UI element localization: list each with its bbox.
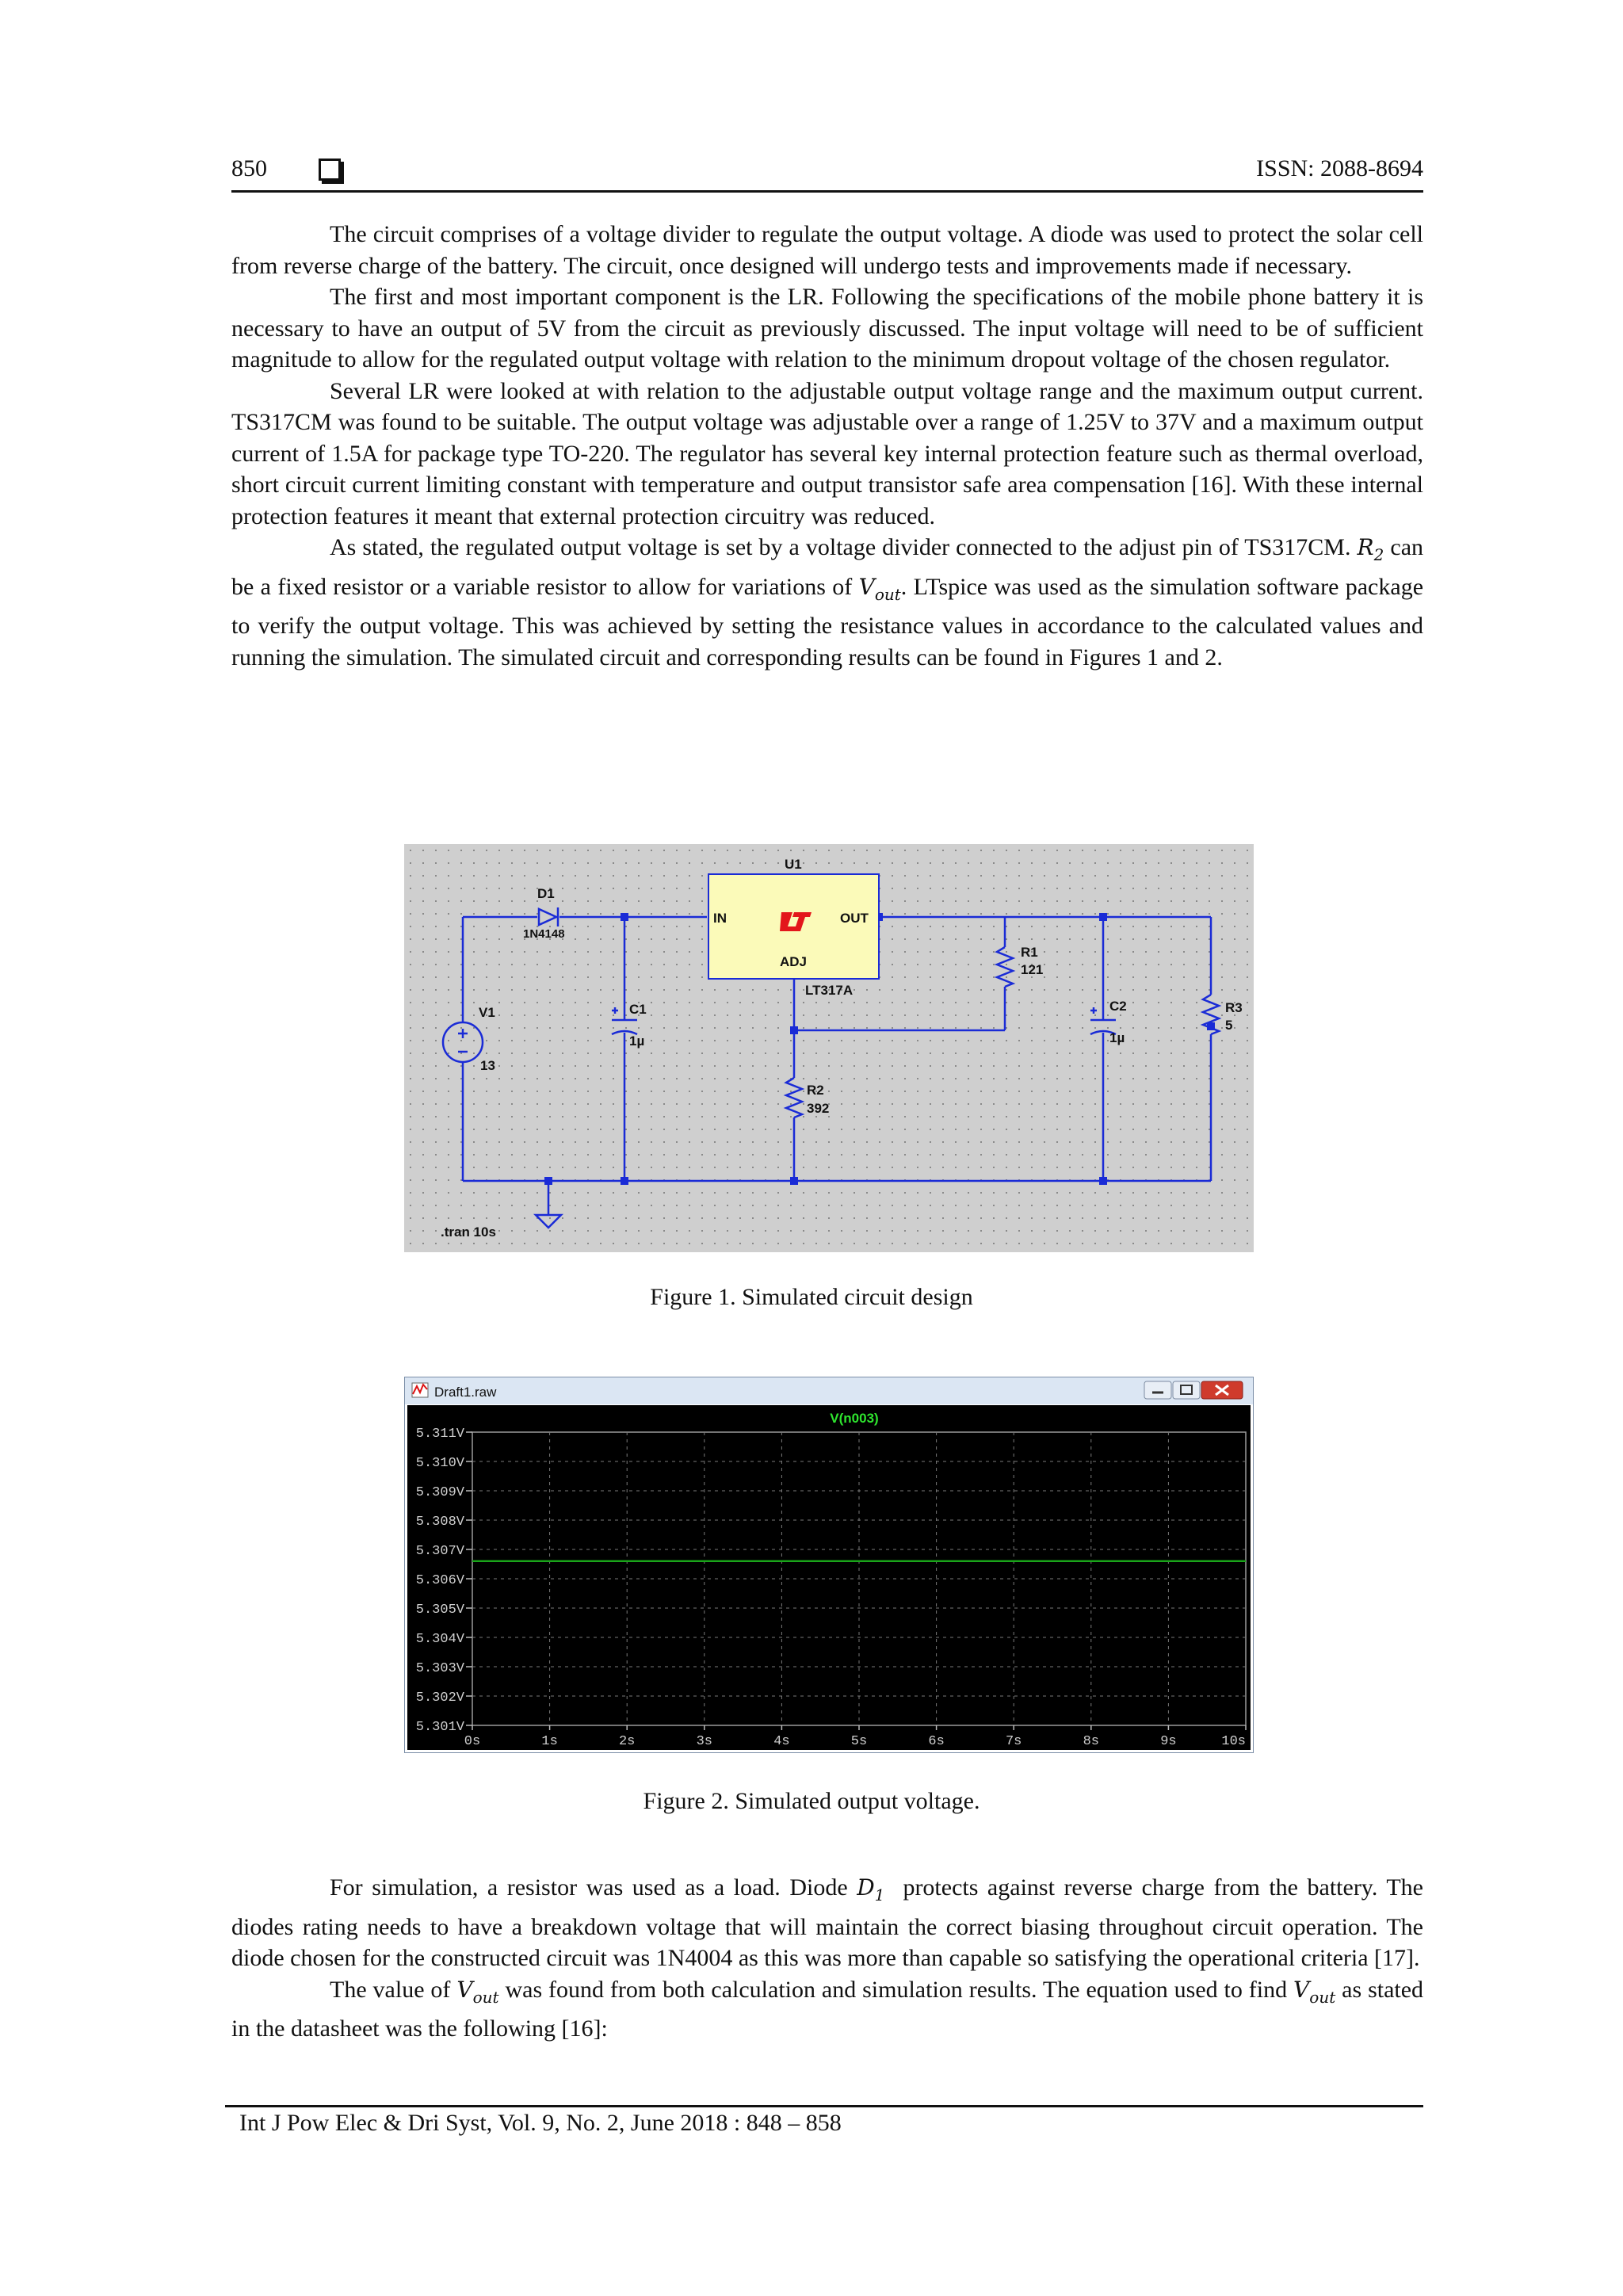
footer-citation: Int J Pow Elec & Dri Syst, Vol. 9, No. 2, June 2018 : 848 – 858 <box>239 2110 842 2136</box>
figure-2-caption: Figure 2. Simulated output voltage. <box>643 1788 980 1814</box>
y-tick-label: 5.310V <box>415 1456 464 1471</box>
x-tick-label: 6s <box>928 1734 945 1749</box>
page-header <box>231 155 1423 190</box>
minimize-button[interactable] <box>1144 1381 1171 1399</box>
x-tick-label: 5s <box>850 1734 868 1749</box>
footer-rule <box>225 2105 1423 2107</box>
waveform-window-figure <box>404 1377 1254 1753</box>
y-tick-label: 5.307V <box>415 1544 464 1559</box>
label-r3-value: 5 <box>1225 1018 1233 1033</box>
r2-symbol: $R_2$ <box>1357 534 1384 564</box>
label-adj: ADJ <box>780 954 808 969</box>
maximize-button[interactable] <box>1173 1381 1200 1399</box>
paragraph-4: As stated, the regulated output voltage is set by a voltage divider connected to the adjust pin of TS317CM. $R_2$ can be a fixed resistor or a variable resistor to allow for variations of $V_{out}$. LTspice was used as the simulation software package to verify the output voltage. This was achieved by setting the resistance values in accordance to the calculated values and running the simulation. The simulated circuit and corresponding results can be found in Figures 1 and 2. <box>231 534 1424 670</box>
y-tick-label: 5.304V <box>415 1632 464 1647</box>
label-v1: V1 <box>479 1005 495 1020</box>
label-r2: R2 <box>807 1083 824 1098</box>
label-u1: U1 <box>785 857 802 872</box>
close-button[interactable] <box>1201 1381 1243 1399</box>
label-out: OUT <box>840 911 869 926</box>
issn-label: ISSN: 2088-8694 <box>1256 155 1423 181</box>
page-number: 850 <box>231 155 267 181</box>
y-tick-label: 5.306V <box>415 1573 464 1588</box>
figure-1-caption: Figure 1. Simulated circuit design <box>650 1284 973 1310</box>
x-tick-label: 8s <box>1083 1734 1100 1749</box>
y-tick-label: 5.311V <box>415 1427 464 1442</box>
body-text-top <box>231 219 1423 673</box>
label-r2-value: 392 <box>807 1101 830 1116</box>
label-tran-directive: .tran 10s <box>441 1224 496 1240</box>
d1-symbol: $D_1$ <box>857 1874 885 1904</box>
label-r1: R1 <box>1021 945 1038 960</box>
label-c1: C1 <box>629 1002 647 1017</box>
label-lt317a: LT317A <box>805 983 854 998</box>
paragraph-3: Several LR were looked at with relation to the adjustable output voltage range and the maximum output current. TS317CM was found to be suitable. The output voltage was adjustable over a range of 1.25V to 37V and a maximum output current of 1.5A for package type TO-220. The regulator has several key internal protection feature such as thermal overload, short circuit current limiting constant with temperature and output transistor safe area compensation [16]. With these internal protection features it meant that external protection circuitry was reduced. <box>231 377 1423 529</box>
label-d1: D1 <box>537 886 555 901</box>
y-tick-label: 5.302V <box>415 1690 464 1706</box>
waveform-app-icon <box>412 1383 428 1397</box>
paragraph-1: The circuit comprises of a voltage divider to regulate the output voltage. A diode was used to protect the solar cell from reverse charge of the battery. The circuit, once designed will undergo tests and improvements made if necessary. <box>231 221 1423 279</box>
window-title: Draft1.raw <box>434 1385 497 1400</box>
x-tick-label: 3s <box>696 1734 713 1749</box>
x-tick-label: 4s <box>773 1734 790 1749</box>
checkbox-square-icon <box>319 159 341 181</box>
label-r1-value: 121 <box>1021 962 1044 977</box>
paragraph-5: For simulation, a resistor was used as a load. Diode $D_1$ protects against reverse charge from the battery. The diodes rating needs to have a breakdown voltage that will maintain the correct biasing throughout circuit operation. The diode chosen for the constructed circuit was 1N4004 as this was more than capable so satisfying the operational criteria [17]. <box>231 1874 1423 1971</box>
x-tick-label: 10s <box>1221 1734 1246 1749</box>
x-tick-label: 0s <box>464 1734 481 1749</box>
vout-symbol: $V_{out}$ <box>858 573 901 604</box>
y-tick-label: 5.303V <box>415 1661 464 1676</box>
circuit-schematic-figure <box>404 844 1254 1252</box>
y-tick-label: 5.301V <box>415 1720 464 1735</box>
vout-symbol: $V_{out}$ <box>1293 1976 1336 2007</box>
label-c1-value: 1µ <box>629 1033 645 1049</box>
paragraph-2: The first and most important component is the LR. Following the specifications of the mobile phone battery it is necessary to have an output of 5V from the circuit as previously discussed. The input voltage will need to be of sufficient magnitude to allow for the regulated output voltage with relation to the minimum dropout voltage of the chosen regulator. <box>231 284 1423 372</box>
label-c2: C2 <box>1109 999 1127 1014</box>
body-text-bottom <box>231 1872 1423 2045</box>
y-tick-label: 5.308V <box>415 1515 464 1530</box>
y-tick-label: 5.305V <box>415 1603 464 1618</box>
x-tick-label: 1s <box>541 1734 558 1749</box>
label-c2-value: 1µ <box>1109 1030 1125 1045</box>
label-in: IN <box>713 911 727 926</box>
trace-label: V(n003) <box>830 1411 879 1426</box>
x-tick-label: 9s <box>1160 1734 1177 1749</box>
label-r3: R3 <box>1225 1000 1243 1015</box>
label-d1-model: 1N4148 <box>523 927 565 941</box>
vout-symbol: $V_{out}$ <box>456 1976 499 2007</box>
label-v1-value: 13 <box>480 1058 495 1073</box>
x-tick-label: 7s <box>1005 1734 1022 1749</box>
x-tick-label: 2s <box>618 1734 636 1749</box>
paragraph-6: The value of $V_{out}$ was found from both calculation and simulation results. The equation used to find $V_{out}$ as stated in the datasheet was the following [16]: <box>231 1976 1424 2042</box>
header-rule <box>231 190 1423 193</box>
y-tick-label: 5.309V <box>415 1485 464 1500</box>
